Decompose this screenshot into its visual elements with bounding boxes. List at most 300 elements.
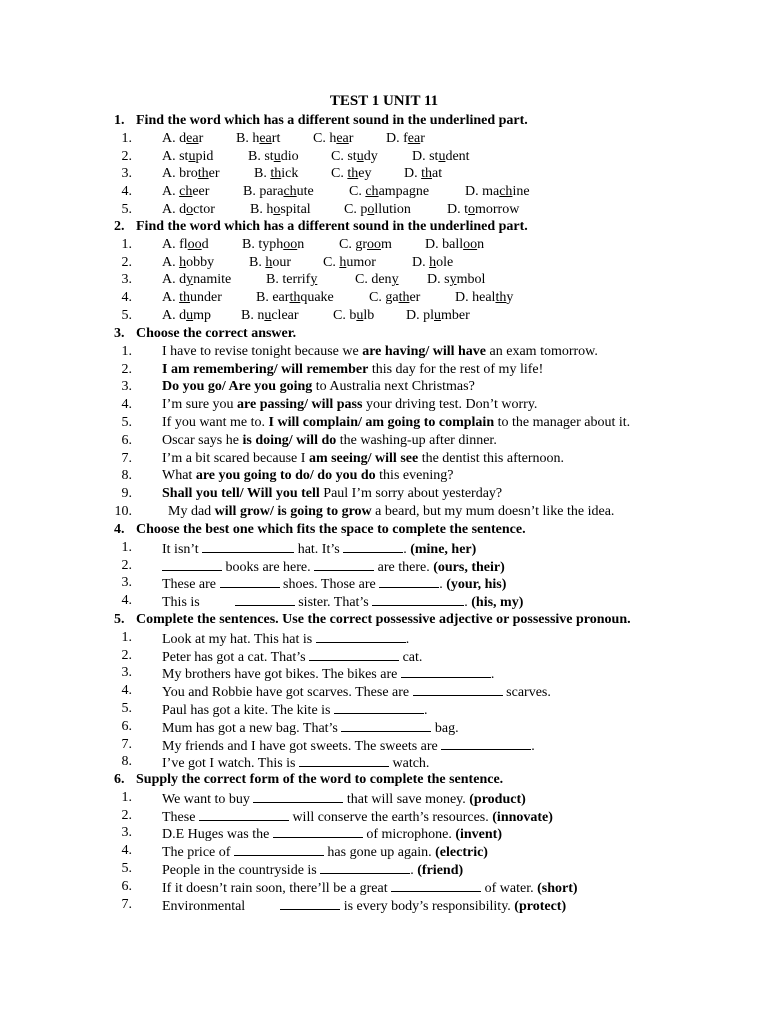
- text-run: C. p: [344, 202, 368, 217]
- text-run: My brothers have got bikes. The bikes are: [162, 667, 401, 683]
- answer-option: [465, 183, 530, 201]
- text-run: rt: [271, 130, 281, 146]
- question-number: 8.: [121, 468, 132, 484]
- text-run: D. t: [447, 202, 468, 217]
- text-run: dy: [363, 148, 378, 164]
- bold-text: (invent): [455, 827, 503, 843]
- question-number: 10.: [114, 504, 132, 519]
- underlined-part: ea: [259, 130, 272, 146]
- answer-option: [249, 254, 291, 272]
- text-run: er: [208, 166, 220, 182]
- text-run: A.: [162, 254, 180, 270]
- answer-blank: [341, 718, 431, 732]
- bold-text: (innovate): [492, 809, 553, 825]
- underlined-part: oo: [463, 236, 478, 252]
- question-number: 4.: [121, 184, 132, 200]
- underlined-part: ea: [407, 130, 421, 146]
- text-run: y: [506, 290, 514, 306]
- question-number: 4.: [121, 843, 132, 859]
- question-number: 1.: [121, 539, 132, 555]
- answer-blank: [391, 878, 481, 892]
- text-run: C. h: [313, 130, 337, 146]
- question-number: 2.: [121, 254, 132, 270]
- section-number: 2.: [114, 219, 125, 234]
- underlined-part: y: [449, 272, 457, 288]
- question-number: 7.: [121, 450, 132, 466]
- answer-option: [162, 289, 222, 307]
- answer-option: [236, 130, 280, 148]
- underlined-part: th: [421, 166, 433, 182]
- text-run: .: [403, 541, 411, 557]
- question-number: 5.: [121, 308, 132, 323]
- answer-blank: [162, 557, 222, 571]
- text-run: C.: [331, 166, 348, 182]
- text-run: watch.: [389, 756, 430, 772]
- answer-option: [412, 254, 453, 272]
- underlined-part: ch: [499, 184, 513, 200]
- text-run: dio: [280, 148, 299, 164]
- question-number: 1.: [121, 130, 132, 146]
- text-run: D. ball: [425, 236, 464, 252]
- text-run: .: [439, 577, 447, 593]
- answer-option: [162, 148, 213, 166]
- underlined-part: u: [438, 148, 446, 164]
- text-run: These are: [162, 577, 220, 593]
- question-number: 3.: [121, 665, 132, 681]
- question-number: 3.: [121, 825, 132, 841]
- question-number: 5.: [121, 415, 132, 430]
- text-run: of water.: [481, 880, 538, 896]
- worksheet-title: TEST 1 UNIT 11: [329, 93, 439, 109]
- text-run: C.: [349, 184, 366, 200]
- text-run: D. f: [386, 130, 408, 146]
- bold-text: am seeing/ will see: [308, 450, 419, 466]
- text-run: er: [409, 290, 421, 306]
- text-run: pid: [195, 148, 214, 164]
- text-run: spital: [280, 202, 311, 217]
- text-run: ey: [358, 166, 372, 182]
- text-run: Look at my hat. This hat is: [162, 631, 316, 647]
- answer-option: [242, 236, 304, 254]
- text-run: ine: [512, 184, 530, 200]
- answer-blank: [299, 753, 389, 767]
- text-run: D. ma: [465, 184, 500, 200]
- question-number: 4.: [121, 683, 132, 699]
- text-run: r: [198, 130, 204, 146]
- text-run: A. d: [162, 272, 187, 288]
- question-number: 2.: [121, 807, 132, 823]
- underlined-part: h: [265, 254, 273, 270]
- text-run: that will save money.: [343, 791, 470, 807]
- text-run: .: [464, 595, 472, 611]
- underlined-part: h: [429, 254, 437, 270]
- underlined-part: th: [289, 290, 301, 306]
- question-number: 3.: [121, 379, 132, 395]
- question-number: 2.: [121, 647, 132, 663]
- text-run: A. fl: [162, 236, 188, 252]
- text-run: C. st: [331, 148, 357, 164]
- section-title: Supply the correct form of the word to complete the sentence.: [136, 772, 504, 787]
- text-run: Peter has got a cat. That’s: [162, 649, 310, 665]
- text-run: to the manager about it.: [494, 415, 631, 430]
- text-run: It isn’t: [162, 541, 203, 557]
- text-run: the dentist this afternoon.: [418, 450, 565, 466]
- text-run: A. d: [162, 130, 187, 146]
- answer-option: [162, 236, 209, 254]
- answer-blank: [314, 557, 374, 571]
- underlined-part: u: [273, 148, 281, 164]
- bold-text: are having/ will have: [362, 343, 487, 359]
- text-run: cat.: [399, 649, 423, 665]
- question-text: [162, 361, 543, 379]
- bold-text: Do you go/ Are you going: [162, 379, 313, 395]
- underlined-part: th: [179, 290, 191, 306]
- text-run: D.: [412, 254, 430, 270]
- question-number: 2.: [121, 148, 132, 164]
- text-run: hat. It’s: [294, 541, 344, 557]
- text-run: .: [405, 631, 410, 647]
- answer-blank: [441, 736, 531, 750]
- text-run: A.: [162, 184, 180, 200]
- question-number: 6.: [121, 432, 132, 448]
- text-run: umor: [346, 254, 376, 270]
- question-text: [162, 450, 564, 468]
- answer-blank: [253, 789, 343, 803]
- text-run: B. n: [241, 308, 265, 323]
- answer-blank: [309, 647, 399, 661]
- answer-option: [243, 183, 314, 201]
- underlined-part: th: [495, 290, 507, 306]
- text-run: D. st: [412, 148, 439, 164]
- section-title: Choose the best one which fits the space to complete the sentence.: [136, 522, 526, 537]
- text-run: to Australia next Christmas?: [312, 379, 475, 395]
- answer-blank: [234, 842, 324, 856]
- bold-text: (mine, her): [410, 541, 477, 557]
- underlined-part: th: [270, 166, 282, 182]
- bold-text: (protect): [514, 898, 567, 914]
- question-number: 5.: [121, 202, 132, 217]
- underlined-part: o: [273, 202, 281, 217]
- question-number: 1.: [121, 789, 132, 805]
- question-number: 1.: [121, 236, 132, 252]
- text-run: B.: [249, 254, 266, 270]
- text-run: D. heal: [455, 290, 496, 306]
- question-number: 4.: [121, 593, 132, 609]
- underlined-part: o: [468, 202, 475, 217]
- answer-option: [406, 307, 470, 325]
- answer-option: [250, 201, 311, 219]
- answer-option: [404, 165, 442, 183]
- question-number: 6.: [121, 718, 132, 734]
- question-number: 3.: [121, 166, 132, 182]
- question-number: 2.: [121, 361, 132, 377]
- question-number: 1.: [121, 343, 132, 359]
- question-number: 9.: [121, 486, 132, 502]
- underlined-part: ea: [336, 130, 349, 146]
- text-run: .: [410, 863, 418, 878]
- question-text: [162, 343, 598, 361]
- answer-option: [254, 165, 298, 183]
- bold-text: are you going to do/ do you do: [195, 468, 376, 484]
- text-run: These: [162, 809, 199, 825]
- bold-text: will grow/ is going to grow: [214, 504, 372, 519]
- question-text: [162, 396, 537, 414]
- answer-blank: [343, 539, 403, 553]
- bold-text: (ours, their): [433, 559, 505, 575]
- text-run: of microphone.: [362, 827, 456, 843]
- section-number: 5.: [114, 612, 125, 627]
- text-run: Paul has got a kite. The kite is: [162, 703, 334, 718]
- text-run: this day for the rest of my life!: [368, 361, 544, 377]
- text-run: I’m a bit scared because I: [162, 450, 309, 466]
- text-run: A.: [162, 290, 180, 306]
- text-run: I have to revise tonight because we: [162, 343, 363, 359]
- answer-option: [248, 148, 299, 166]
- answer-option: [162, 271, 231, 289]
- text-run: scarves.: [502, 685, 551, 701]
- answer-blank: [273, 824, 363, 838]
- answer-option: [412, 148, 470, 166]
- underlined-part: th: [347, 166, 359, 182]
- answer-option: [162, 165, 220, 183]
- text-run: B. h: [250, 202, 274, 217]
- text-run: r: [420, 130, 425, 146]
- answer-option: [339, 236, 392, 254]
- text-run: C. ga: [369, 290, 399, 306]
- question-number: 7.: [121, 736, 132, 752]
- text-run: B. h: [236, 130, 260, 146]
- answer-option: [333, 307, 374, 325]
- text-run: ute: [296, 184, 314, 200]
- text-run: namite: [193, 272, 232, 288]
- question-text: [162, 378, 475, 396]
- answer-blank: [316, 629, 406, 643]
- text-run: I’m sure you: [162, 397, 238, 413]
- question-number: 7.: [121, 896, 132, 912]
- text-run: D.E Huges was the: [162, 827, 273, 843]
- question-number: 8.: [121, 754, 132, 770]
- text-run: morrow: [475, 202, 520, 217]
- answer-option: [162, 307, 211, 325]
- answer-option: [162, 201, 215, 219]
- answer-blank: [401, 664, 491, 678]
- text-run: A. bro: [162, 166, 198, 182]
- underlined-part: u: [356, 148, 364, 164]
- underlined-part: h: [179, 254, 187, 270]
- text-run: mber: [441, 308, 470, 323]
- text-run: this evening?: [375, 468, 454, 484]
- question-number: 3.: [121, 575, 132, 591]
- text-run: People in the countryside is: [162, 863, 321, 878]
- section-number: 4.: [114, 522, 125, 537]
- answer-option: [162, 254, 214, 272]
- answer-option: [355, 271, 399, 289]
- underlined-part: u: [188, 148, 196, 164]
- text-run: A. d: [162, 308, 187, 323]
- underlined-part: u: [356, 308, 364, 323]
- text-run: under: [190, 290, 222, 306]
- text-run: Oscar says he: [162, 432, 243, 448]
- answer-blank: [220, 574, 280, 588]
- underlined-part: y: [391, 272, 399, 288]
- text-run: My friends and I have got sweets. The sweets are: [162, 738, 442, 754]
- text-run: C. den: [355, 272, 392, 288]
- section-title: Complete the sentences. Use the correct possessive adjective or possessive pronoun.: [136, 612, 631, 627]
- bold-text: Shall you tell/ Will you tell: [162, 486, 320, 502]
- text-run: .: [531, 738, 535, 754]
- bold-text: (short): [537, 880, 578, 896]
- text-run: has gone up again.: [323, 845, 436, 861]
- text-run: Environmental: [162, 898, 281, 914]
- bold-text: I will complain/ am going to complain: [268, 415, 495, 430]
- text-run: B. terrif: [266, 272, 311, 288]
- text-run: mp: [193, 308, 212, 323]
- text-run: B. ear: [256, 290, 290, 306]
- text-run: This is: [162, 595, 235, 611]
- question-number: 4.: [121, 397, 132, 413]
- text-run: dent: [445, 148, 470, 164]
- text-run: our: [272, 254, 292, 270]
- answer-option: [344, 201, 411, 219]
- text-run: You and Robbie have got scarves. These are: [162, 685, 413, 701]
- underlined-part: ch: [283, 184, 297, 200]
- text-run: lb: [363, 308, 375, 323]
- answer-blank: [202, 539, 294, 553]
- text-run: The price of: [162, 845, 234, 861]
- text-run: n: [297, 236, 305, 252]
- question-text: [168, 503, 614, 521]
- text-run: D. pl: [406, 308, 434, 323]
- answer-blank: [379, 574, 439, 588]
- bold-text: are passing/ will pass: [237, 397, 363, 413]
- text-run: B.: [254, 166, 271, 182]
- answer-option: [369, 289, 420, 307]
- answer-blank: [372, 592, 464, 606]
- text-run: D. s: [427, 272, 450, 288]
- answer-option: [256, 289, 334, 307]
- text-run: sister. That’s: [294, 595, 373, 611]
- text-run: mbol: [456, 272, 486, 288]
- underlined-part: y: [186, 272, 194, 288]
- question-number: 4.: [121, 290, 132, 306]
- text-run: ole: [436, 254, 454, 270]
- text-run: A. st: [162, 148, 189, 164]
- text-run: B. typh: [242, 236, 284, 252]
- answer-option: [447, 201, 519, 219]
- text-run: B. para: [243, 184, 284, 200]
- question-number: 1.: [121, 629, 132, 645]
- text-run: Paul I’m sorry about yesterday?: [319, 486, 503, 502]
- question-number: 6.: [121, 878, 132, 894]
- answer-option: [266, 271, 317, 289]
- text-run: What: [162, 468, 196, 484]
- text-run: .: [424, 703, 428, 718]
- section-number: 3.: [114, 326, 125, 341]
- underlined-part: oo: [187, 236, 202, 252]
- answer-option: [313, 130, 353, 148]
- text-run: are there.: [374, 559, 434, 575]
- question-text: [162, 592, 523, 612]
- text-run: ampagne: [378, 184, 430, 200]
- text-run: If it doesn’t rain soon, there’ll be a great: [162, 880, 392, 896]
- answer-option: [241, 307, 299, 325]
- underlined-part: u: [186, 308, 194, 323]
- text-run: ctor: [193, 202, 215, 217]
- answer-option: [349, 183, 429, 201]
- underlined-part: y: [310, 272, 318, 288]
- text-run: an exam tomorrow.: [486, 343, 598, 359]
- question-number: 3.: [121, 272, 132, 288]
- text-run: I’ve got I watch. This is: [162, 756, 299, 772]
- text-run: A. d: [162, 202, 187, 217]
- text-run: r: [348, 130, 354, 146]
- text-run: will conserve the earth’s resources.: [288, 809, 493, 825]
- section-title: Find the word which has a different sound in the underlined part.: [136, 113, 528, 128]
- text-run: B. st: [248, 148, 274, 164]
- text-run: C.: [323, 254, 340, 270]
- text-run: eer: [192, 184, 210, 200]
- underlined-part: ch: [179, 184, 193, 200]
- underlined-part: u: [434, 308, 441, 323]
- answer-blank: [235, 592, 295, 606]
- text-run: bag.: [431, 720, 459, 736]
- text-run: quake: [300, 290, 334, 306]
- underlined-part: h: [339, 254, 347, 270]
- text-run: If you want me to.: [162, 415, 269, 430]
- underlined-part: ch: [365, 184, 379, 200]
- question-text: [162, 414, 630, 432]
- question-text: [162, 485, 502, 503]
- text-run: books are here.: [222, 559, 315, 575]
- text-run: a beard, but my mum doesn’t like the idea.: [371, 504, 615, 519]
- question-number: 2.: [121, 557, 132, 573]
- answer-option: [427, 271, 485, 289]
- bold-text: (product): [469, 791, 526, 807]
- underlined-part: oo: [367, 236, 381, 252]
- text-run: m: [381, 236, 392, 252]
- bold-text: (electric): [435, 845, 488, 861]
- text-run: C. gr: [339, 236, 367, 252]
- text-run: C. b: [333, 308, 357, 323]
- text-run: ick: [281, 166, 299, 182]
- answer-option: [323, 254, 376, 272]
- bold-text: (your, his): [446, 577, 507, 593]
- underlined-part: th: [197, 166, 209, 182]
- answer-option: [331, 148, 378, 166]
- underlined-part: th: [398, 290, 410, 306]
- text-run: the washing-up after dinner.: [336, 432, 497, 448]
- bold-text: is doing/ will do: [242, 432, 337, 448]
- text-run: obby: [186, 254, 215, 270]
- underlined-part: ea: [186, 130, 199, 146]
- text-run: shoes. Those are: [279, 577, 380, 593]
- answer-option: [425, 236, 484, 254]
- bold-text: (friend): [417, 863, 464, 878]
- text-run: .: [490, 667, 495, 683]
- answer-blank: [199, 807, 289, 821]
- answer-option: [162, 183, 209, 201]
- section-title: Find the word which has a different sound in the underlined part.: [136, 219, 528, 234]
- underlined-part: u: [264, 308, 272, 323]
- answer-blank: [320, 860, 410, 874]
- text-run: is every body’s responsibility.: [340, 898, 515, 914]
- question-number: 5.: [121, 701, 132, 716]
- answer-blank: [334, 700, 424, 714]
- answer-blank: [413, 682, 503, 696]
- text-run: at: [432, 166, 443, 182]
- text-run: Mum has got a new bag. That’s: [162, 720, 342, 736]
- text-run: My dad: [168, 504, 215, 519]
